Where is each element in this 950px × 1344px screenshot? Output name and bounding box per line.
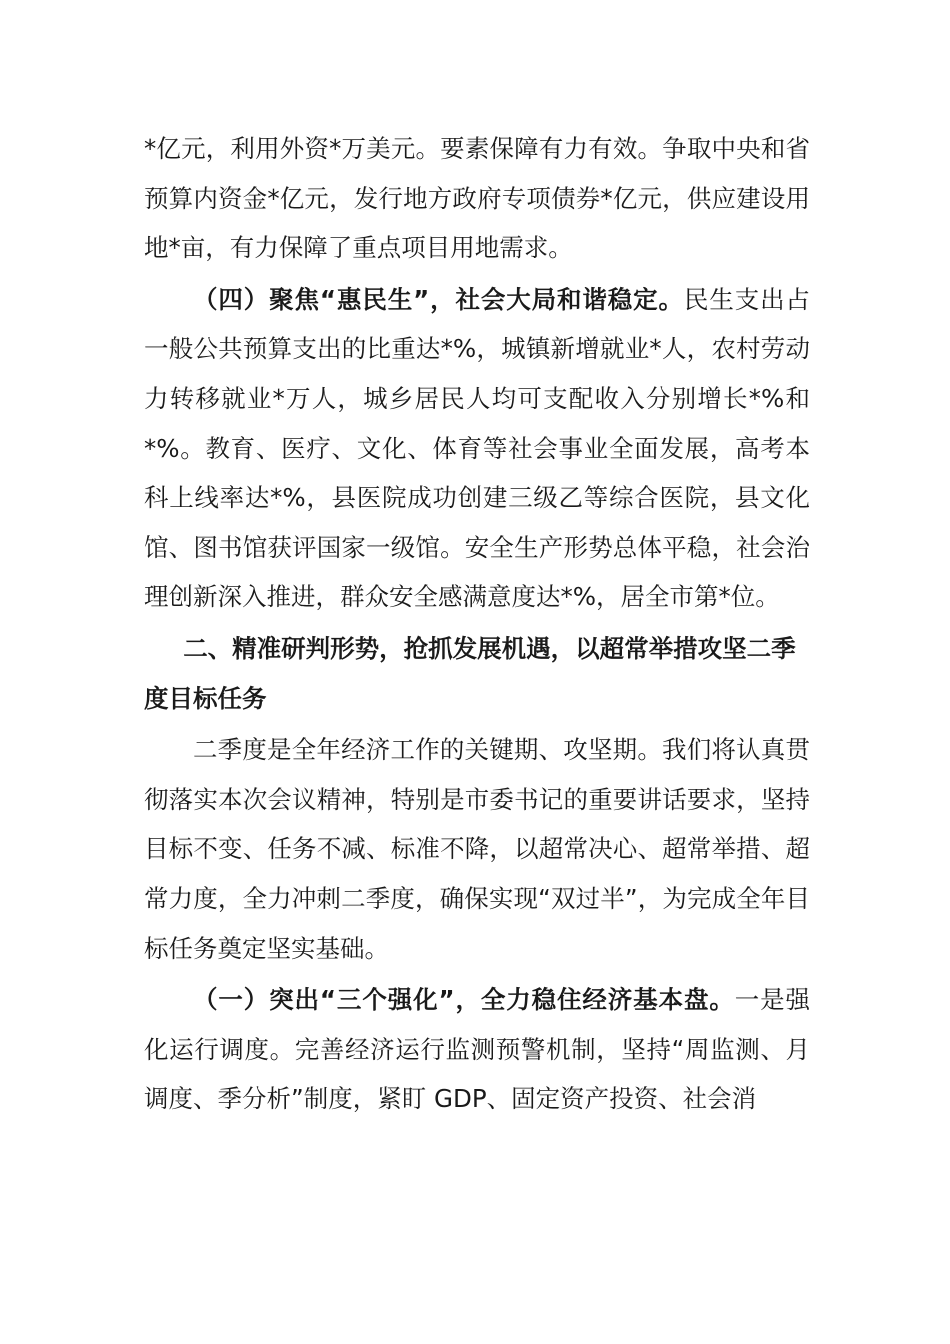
- section-heading: 二、精准研判形势，抢抓发展机遇，以超常举措攻坚二季度目标任务: [144, 633, 796, 713]
- paragraph-4-heading: （一）突出“三个强化”，全力稳住经济基本盘。: [193, 985, 735, 1015]
- paragraph-2-heading: （四）聚焦“惠民生”，社会大局和谐稳定。: [193, 284, 684, 314]
- paragraph-4-body: 一是强化运行调度。完善经济运行监测预警机制，坚持“周监测、月调度、季分析”制度，紧盯 GDP、固定资产投资、社会消: [144, 985, 811, 1114]
- paragraph-4: [144, 975, 810, 1124]
- paragraph-2: [144, 275, 810, 622]
- paragraph-3: 二季度是全年经济工作的关键期、攻坚期。我们将认真贯彻落实本次会议精神，特别是市委书记的重要讲话要求，坚持目标不变、任务不减、标准不降，以超常决心、超常举措、超常力度，全力冲刺二季度，确保实现“双过半”，为完成全年目标任务奠定坚实基础。: [144, 735, 810, 963]
- paragraph-1: *亿元，利用外资*万美元。要素保障有力有效。争取中央和省预算内资金*亿元，发行地方政府专项债券*亿元，供应建设用地*亩，有力保障了重点项目用地需求。: [144, 134, 810, 263]
- paragraph-2-body: 民生支出占一般公共预算支出的比重达*%，城镇新增就业*人，农村劳动力转移就业*万人，城乡居民人均可支配收入分别增长*%和*%。教育、医疗、文化、体育等社会事业全面发展，高考本科上线率达*%，县医院成功创建三级乙等综合医院，县文化馆、图书馆获评国家一级馆。安全生产形势总体平稳，社会治理创新深入推进，群众安全感满意度达*%，居全市第*位。: [144, 284, 811, 612]
